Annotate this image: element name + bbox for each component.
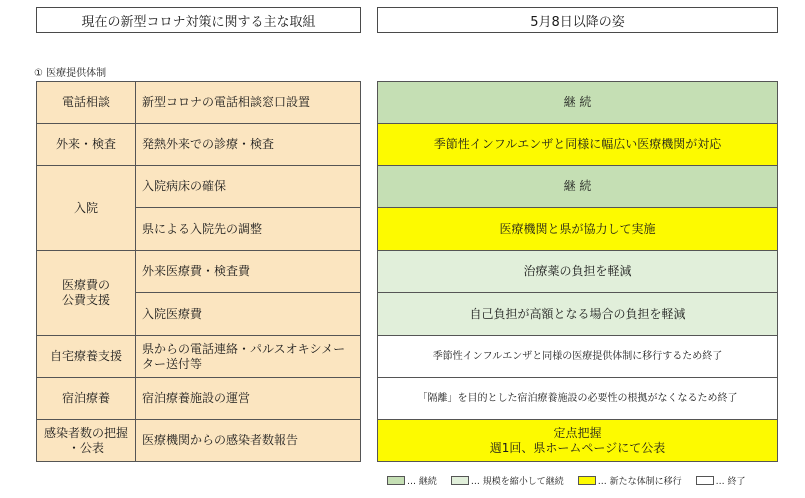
legend-swatch-reduced bbox=[451, 476, 469, 485]
category-medical-cost: 医療費の 公費支援 bbox=[36, 250, 136, 336]
result-admission: 医療機関と県が協力して実施 bbox=[377, 207, 778, 251]
result-outpatient-cost: 治療薬の負担を軽減 bbox=[377, 250, 778, 293]
result-case-count: 定点把握 週1回、県ホームページにて公表 bbox=[377, 419, 778, 462]
legend-continue bbox=[387, 474, 437, 487]
item-outpatient-cost: 外来医療費・検査費 bbox=[135, 250, 361, 293]
after-may8-header: 5月8日以降の姿 bbox=[377, 7, 778, 33]
legend-label: … 規模を縮小して継続 bbox=[470, 477, 564, 487]
item-lodging-facility: 宿泊療養施設の運営 bbox=[135, 377, 361, 420]
category-outpatient: 外来・検査 bbox=[36, 123, 136, 166]
legend-swatch-end bbox=[696, 476, 714, 485]
item-fever-clinic: 発熱外来での診療・検査 bbox=[135, 123, 361, 166]
item-phone-consult: 新型コロナの電話相談窓口設置 bbox=[135, 81, 361, 124]
item-inpatient-cost: 入院医療費 bbox=[135, 292, 361, 336]
result-lodging: 「隔離」を目的とした宿泊療養施設の必要性の根拠がなくなるため終了 bbox=[377, 377, 778, 420]
item-oximeter: 県からの電話連絡・パルスオキシメーター送付等 bbox=[135, 335, 361, 378]
current-measures-header: 現在の新型コロナ対策に関する主な取組 bbox=[36, 7, 361, 33]
legend-label: … 終了 bbox=[715, 477, 746, 487]
legend-end bbox=[696, 474, 746, 487]
result-bed: 継 続 bbox=[377, 165, 778, 208]
item-bed-secure: 入院病床の確保 bbox=[135, 165, 361, 208]
item-admission-coord: 県による入院先の調整 bbox=[135, 207, 361, 251]
legend bbox=[387, 474, 760, 487]
legend-label: … 新たな体制に移行 bbox=[597, 477, 682, 487]
legend-swatch-new bbox=[578, 476, 596, 485]
legend-reduced bbox=[451, 474, 564, 487]
result-phone: 継 続 bbox=[377, 81, 778, 124]
category-phone: 電話相談 bbox=[36, 81, 136, 124]
category-lodging: 宿泊療養 bbox=[36, 377, 136, 420]
category-home-care: 自宅療養支援 bbox=[36, 335, 136, 378]
legend-label: … 継続 bbox=[407, 477, 437, 487]
result-inpatient-cost: 自己負担が高額となる場合の負担を軽減 bbox=[377, 292, 778, 336]
legend-swatch-continue bbox=[387, 476, 405, 485]
section-label: ① 医療提供体制 bbox=[34, 68, 107, 79]
category-hospitalization: 入院 bbox=[36, 165, 136, 251]
legend-new bbox=[578, 474, 682, 487]
category-case-count: 感染者数の把握 ・公表 bbox=[36, 419, 136, 462]
result-home-care: 季節性インフルエンザと同様の医療提供体制に移行するため終了 bbox=[377, 335, 778, 378]
result-outpatient: 季節性インフルエンザと同様に幅広い医療機関が対応 bbox=[377, 123, 778, 166]
item-case-report: 医療機関からの感染者数報告 bbox=[135, 419, 361, 462]
